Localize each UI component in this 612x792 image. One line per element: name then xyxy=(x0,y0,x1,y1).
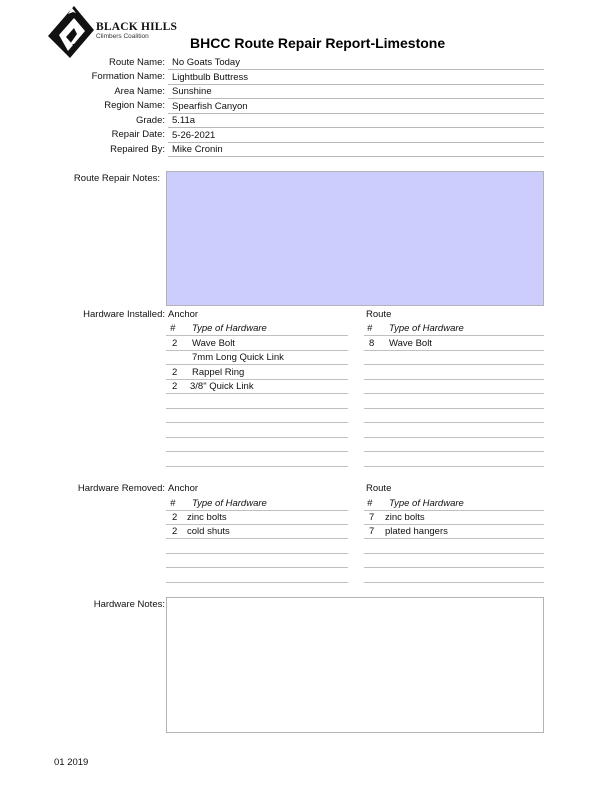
installed-route-qty-1[interactable]: 8 xyxy=(369,338,375,349)
repaired-by-field[interactable]: Mike Cronin xyxy=(172,144,223,155)
removed-route-type-2[interactable]: plated hangers xyxy=(385,526,448,537)
installed-anchor-qty-1[interactable]: 2 xyxy=(172,338,178,349)
installed-anchor-type-3[interactable]: Rappel Ring xyxy=(192,367,245,378)
footer-version: 01 2019 xyxy=(54,757,89,768)
installed-anchor-type-2[interactable]: 7mm Long Quick Link xyxy=(192,352,284,363)
route-repair-notes-field[interactable] xyxy=(166,171,544,306)
hardware-notes-label: Hardware Notes: xyxy=(93,599,165,610)
removed-route-col-type: Type of Hardware xyxy=(389,498,464,509)
removed-anchor-qty-1[interactable]: 2 xyxy=(172,512,178,523)
hardware-notes-field[interactable] xyxy=(166,597,544,733)
removed-route-qty-1[interactable]: 7 xyxy=(369,512,375,523)
installed-route-col-num: # xyxy=(367,323,373,334)
bhcc-logo xyxy=(46,4,94,62)
removed-anchor-heading: Anchor xyxy=(168,483,199,494)
org-name: BLACK HILLS xyxy=(96,21,178,33)
installed-anchor-qty-3[interactable]: 2 xyxy=(172,367,178,378)
route-name-label: Route Name: xyxy=(109,57,165,68)
removed-anchor-col-type: Type of Hardware xyxy=(192,498,267,509)
installed-route-type-1[interactable]: Wave Bolt xyxy=(389,338,432,349)
repair-date-label: Repair Date: xyxy=(111,129,165,140)
installed-anchor-type-4[interactable]: 3/8" Quick Link xyxy=(190,381,254,392)
removed-route-col-num: # xyxy=(367,498,373,509)
formation-name-label: Formation Name: xyxy=(91,71,165,82)
installed-anchor-heading: Anchor xyxy=(168,309,199,320)
installed-anchor-type-1[interactable]: Wave Bolt xyxy=(192,338,235,349)
installed-anchor-col-num: # xyxy=(170,323,176,334)
area-name-label: Area Name: xyxy=(114,86,165,97)
route-name-field[interactable]: No Goats Today xyxy=(172,57,240,68)
installed-route-heading: Route xyxy=(366,309,392,320)
installed-anchor-qty-4[interactable]: 2 xyxy=(172,381,178,392)
hardware-removed-label: Hardware Removed: xyxy=(77,483,165,494)
removed-anchor-col-num: # xyxy=(170,498,176,509)
route-repair-notes-label: Route Repair Notes: xyxy=(73,173,160,184)
removed-route-qty-2[interactable]: 7 xyxy=(369,526,375,537)
removed-route-heading: Route xyxy=(366,483,392,494)
installed-route-col-type: Type of Hardware xyxy=(389,323,464,334)
region-name-label: Region Name: xyxy=(104,100,165,111)
hardware-installed-label: Hardware Installed: xyxy=(83,309,165,320)
removed-anchor-type-1[interactable]: zinc bolts xyxy=(187,512,227,523)
removed-anchor-type-2[interactable]: cold shuts xyxy=(187,526,230,537)
removed-anchor-qty-2[interactable]: 2 xyxy=(172,526,178,537)
area-name-field[interactable]: Sunshine xyxy=(172,86,212,97)
installed-anchor-col-type: Type of Hardware xyxy=(192,323,267,334)
formation-name-field[interactable]: Lightbulb Buttress xyxy=(172,72,249,83)
grade-field[interactable]: 5.11a xyxy=(172,115,196,126)
page-title: BHCC Route Repair Report-Limestone xyxy=(190,35,446,51)
region-name-field[interactable]: Spearfish Canyon xyxy=(172,101,248,112)
removed-route-type-1[interactable]: zinc bolts xyxy=(385,512,425,523)
repair-date-field[interactable]: 5-26-2021 xyxy=(172,130,216,141)
repaired-by-label: Repaired By: xyxy=(110,144,165,155)
org-subtitle: Climbers Coalition xyxy=(96,33,149,40)
grade-label: Grade: xyxy=(135,115,165,126)
